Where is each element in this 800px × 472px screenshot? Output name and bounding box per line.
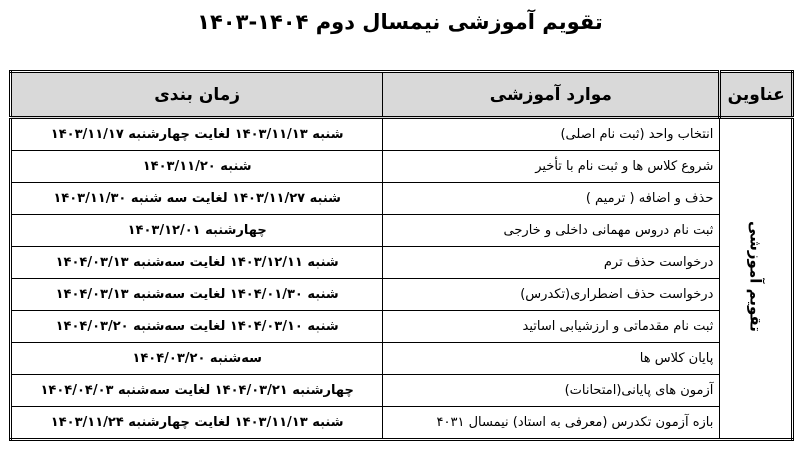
schedule-cell: سه‌شنبه ۱۴۰۴/۰۳/۲۰: [11, 343, 383, 375]
table-row: [11, 279, 793, 311]
schedule-cell: شنبه ۱۴۰۳/۱۱/۱۳ لغایت چهارشنبه ۱۴۰۳/۱۱/۱۷: [11, 118, 383, 151]
table-row: [11, 183, 793, 215]
schedule-cell: چهارشنبه ۱۴۰۴/۰۳/۲۱ لغایت سه‌شنبه ۱۴۰۴/۰۴/۰۳: [11, 375, 383, 407]
item-cell: شروع کلاس ها و ثبت نام با تأخیر: [383, 151, 720, 183]
schedule-cell: شنبه ۱۴۰۳/۱۲/۱۱ لغایت سه‌شنبه ۱۴۰۴/۰۳/۱۳: [11, 247, 383, 279]
header-schedule: زمان بندی: [11, 72, 383, 118]
table-row: [11, 343, 793, 375]
academic-calendar-table: [9, 70, 794, 441]
section-label: تقویم آموزشی: [746, 221, 765, 332]
schedule-cell: چهارشنبه ۱۴۰۳/۱۲/۰۱: [11, 215, 383, 247]
schedule-cell: شنبه ۱۴۰۳/۱۱/۲۷ لغایت سه شنبه ۱۴۰۳/۱۱/۳۰: [11, 183, 383, 215]
schedule-cell: شنبه ۱۴۰۳/۱۱/۲۰: [11, 151, 383, 183]
table-row: [11, 118, 793, 151]
table-row: [11, 151, 793, 183]
item-cell: ثبت نام دروس مهمانی داخلی و خارجی: [383, 215, 720, 247]
schedule-cell: شنبه ۱۴۰۴/۰۱/۳۰ لغایت سه‌شنبه ۱۴۰۴/۰۳/۱۳: [11, 279, 383, 311]
table-row: [11, 311, 793, 343]
item-cell: حذف و اضافه ( ترمیم ): [383, 183, 720, 215]
item-cell: بازه آزمون تکدرس (معرفی به استاد) نیمسال ۴۰۳۱: [383, 407, 720, 440]
item-cell: ثبت نام مقدماتی و ارزشیابی اساتید: [383, 311, 720, 343]
header-section: عناوین: [720, 72, 793, 118]
section-cell: [720, 118, 793, 440]
table-row: [11, 375, 793, 407]
header-item: موارد آموزشی: [383, 72, 720, 118]
item-cell: آزمون های پایانی(امتحانات): [383, 375, 720, 407]
item-cell: انتخاب واحد (ثبت نام اصلی): [383, 118, 720, 151]
page-title: تقویم آموزشی نیمسال دوم ۱۴۰۴-۱۴۰۳: [197, 10, 603, 34]
schedule-cell: شنبه ۱۴۰۳/۱۱/۱۳ لغایت چهارشنبه ۱۴۰۳/۱۱/۲۴: [11, 407, 383, 440]
item-cell: پایان کلاس ها: [383, 343, 720, 375]
table-row: [11, 247, 793, 279]
schedule-cell: شنبه ۱۴۰۴/۰۳/۱۰ لغایت سه‌شنبه ۱۴۰۴/۰۳/۲۰: [11, 311, 383, 343]
table-row: [11, 407, 793, 440]
item-cell: درخواست حذف ترم: [383, 247, 720, 279]
table-row: [11, 215, 793, 247]
item-cell: درخواست حذف اضطراری(تکدرس): [383, 279, 720, 311]
table-header-row: [11, 72, 793, 118]
